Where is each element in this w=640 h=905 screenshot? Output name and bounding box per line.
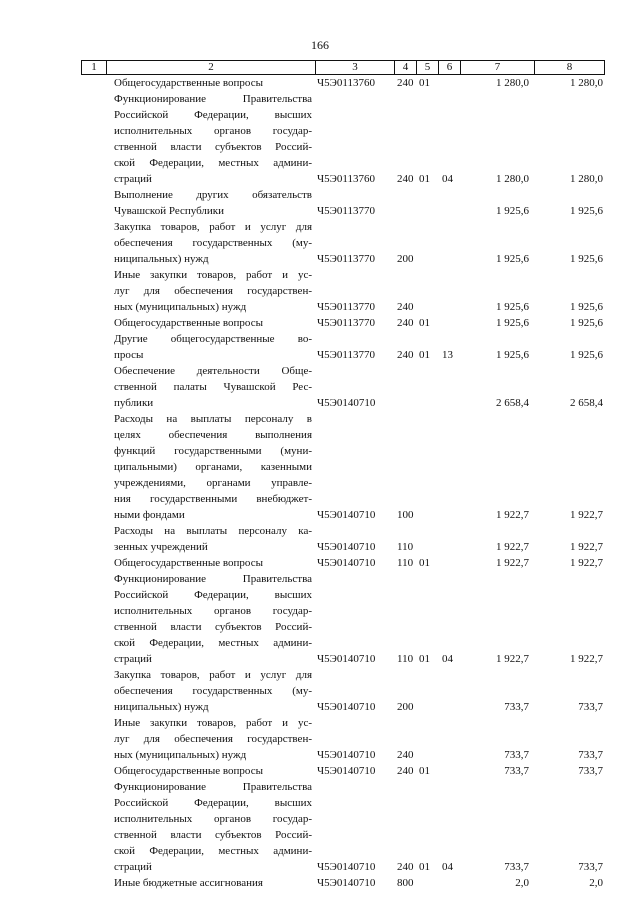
row-name [114, 571, 312, 667]
row-expense-type: 110 [397, 541, 414, 553]
row-subsection: 04 [442, 653, 453, 665]
row-name [114, 219, 312, 267]
row-name [114, 411, 312, 523]
row-name [114, 315, 312, 331]
row-code: Ч5Э0140710 [317, 765, 376, 777]
row-name-line: Расходы на выплаты персоналу в [114, 413, 312, 425]
row-expense-type: 240 [397, 749, 414, 761]
row-value-8: 1 922,7 [570, 509, 603, 521]
row-name-line: ственной власти субъектов Россий- [114, 829, 312, 841]
row-code: Ч5Э0113770 [317, 253, 376, 265]
row-name-line: Расходы на выплаты персоналу ка- [114, 525, 312, 537]
row-name-line: Российской Федерации, высших [114, 109, 312, 121]
row-name-line: обеспечения государственных (му- [114, 237, 312, 249]
row-code: Ч5Э0113760 [317, 77, 376, 89]
row-name-line: просы [114, 349, 144, 361]
row-name [114, 331, 312, 363]
row-code: Ч5Э0140710 [317, 397, 376, 409]
row-name-line: Функционирование Правительства [114, 93, 312, 105]
row-name-line: зенных учреждений [114, 541, 208, 553]
row-name-line: Функционирование Правительства [114, 573, 312, 585]
row-expense-type: 240 [397, 301, 414, 313]
row-name-line: ных (муниципальных) нужд [114, 749, 247, 761]
row-value-8: 1 922,7 [570, 541, 603, 553]
column-header-3: 3 [315, 61, 394, 74]
row-name-line: учреждениями, органами управле- [114, 477, 312, 489]
row-name [114, 75, 312, 91]
row-section: 01 [419, 317, 430, 329]
row-name-line: целях обеспечения выполнения [114, 429, 312, 441]
row-expense-type: 240 [397, 765, 414, 777]
row-name [114, 187, 312, 219]
row-value-8: 1 925,6 [570, 317, 603, 329]
row-value-7: 1 925,6 [496, 317, 529, 329]
row-expense-type: 200 [397, 253, 414, 265]
row-name [114, 667, 312, 715]
row-value-7: 733,7 [504, 701, 529, 713]
row-value-8: 1 925,6 [570, 205, 603, 217]
row-value-8: 733,7 [578, 861, 603, 873]
row-code: Ч5Э0113760 [317, 173, 376, 185]
row-name-line: Закупка товаров, работ и услуг для [114, 669, 312, 681]
row-code: Ч5Э0140710 [317, 541, 376, 553]
row-name-line: исполнительных органов государ- [114, 125, 312, 137]
row-value-8: 1 925,6 [570, 301, 603, 313]
row-name [114, 779, 312, 875]
row-name-line: страций [114, 653, 152, 665]
table-header [81, 60, 605, 75]
row-value-7: 733,7 [504, 861, 529, 873]
row-name [114, 91, 312, 187]
row-expense-type: 240 [397, 349, 414, 361]
row-name-line: страций [114, 173, 152, 185]
row-value-7: 1 922,7 [496, 509, 529, 521]
column-header-6: 6 [438, 61, 460, 74]
row-name-line: Иные бюджетные ассигнования [114, 877, 263, 889]
row-name-line: луг для обеспечения государствен- [114, 733, 312, 745]
row-subsection: 13 [442, 349, 453, 361]
row-name [114, 363, 312, 411]
row-code: Ч5Э0140710 [317, 701, 376, 713]
row-value-7: 2 658,4 [496, 397, 529, 409]
row-value-7: 1 922,7 [496, 541, 529, 553]
row-name-line: Функционирование Правительства [114, 781, 312, 793]
row-section: 01 [419, 77, 430, 89]
row-expense-type: 240 [397, 317, 414, 329]
row-code: Ч5Э0113770 [317, 205, 376, 217]
row-name-line: публики [114, 397, 154, 409]
row-value-8: 733,7 [578, 765, 603, 777]
row-section: 01 [419, 653, 430, 665]
row-name-line: ных (муниципальных) нужд [114, 301, 247, 313]
row-name [114, 523, 312, 555]
row-value-7: 1 280,0 [496, 77, 529, 89]
row-name-line: Иные закупки товаров, работ и ус- [114, 269, 312, 281]
row-value-8: 2 658,4 [570, 397, 603, 409]
row-name-line: Другие общегосударственные во- [114, 333, 312, 345]
row-name [114, 267, 312, 315]
row-name-line: функций государственными (муни- [114, 445, 312, 457]
row-expense-type: 110 [397, 653, 414, 665]
row-value-7: 1 922,7 [496, 557, 529, 569]
row-name-line: ными фондами [114, 509, 185, 521]
row-name-line: ской Федерации, местных админи- [114, 637, 312, 649]
row-value-7: 733,7 [504, 749, 529, 761]
column-header-7: 7 [460, 61, 534, 74]
row-value-7: 1 922,7 [496, 653, 529, 665]
row-expense-type: 800 [397, 877, 414, 889]
row-code: Ч5Э0140710 [317, 557, 376, 569]
row-name-line: ской Федерации, местных админи- [114, 157, 312, 169]
row-section: 01 [419, 861, 430, 873]
row-value-8: 733,7 [578, 749, 603, 761]
row-section: 01 [419, 765, 430, 777]
row-name-line: обеспечения государственных (му- [114, 685, 312, 697]
row-name-line: ния государственными внебюджет- [114, 493, 312, 505]
row-name [114, 763, 312, 779]
row-value-7: 1 925,6 [496, 205, 529, 217]
row-value-7: 1 280,0 [496, 173, 529, 185]
row-code: Ч5Э0140710 [317, 861, 376, 873]
row-name-line: ской Федерации, местных админи- [114, 845, 312, 857]
page-number: 166 [311, 38, 329, 52]
row-expense-type: 200 [397, 701, 414, 713]
row-code: Ч5Э0140710 [317, 653, 376, 665]
row-value-8: 733,7 [578, 701, 603, 713]
row-code: Ч5Э0140710 [317, 877, 376, 889]
row-name-line: Обеспечение деятельности Обще- [114, 365, 312, 377]
column-header-2: 2 [106, 61, 315, 74]
row-code: Ч5Э0113770 [317, 349, 376, 361]
column-header-8: 8 [534, 61, 604, 74]
row-value-8: 1 922,7 [570, 653, 603, 665]
row-expense-type: 110 [397, 557, 414, 569]
row-value-7: 1 925,6 [496, 301, 529, 313]
row-section: 01 [419, 557, 430, 569]
row-code: Ч5Э0140710 [317, 749, 376, 761]
column-header-5: 5 [416, 61, 438, 74]
row-name-line: исполнительных органов государ- [114, 605, 312, 617]
row-name-line: Общегосударственные вопросы [114, 317, 263, 329]
row-name-line: луг для обеспечения государствен- [114, 285, 312, 297]
row-code: Ч5Э0113770 [317, 317, 376, 329]
row-value-7: 2,0 [515, 877, 529, 889]
row-name-line: ственной власти субъектов Россий- [114, 141, 312, 153]
row-value-8: 1 925,6 [570, 253, 603, 265]
row-name-line: Выполнение других обязательств [114, 189, 312, 201]
row-name-line: ственной власти субъектов Россий- [114, 621, 312, 633]
row-name-line: Закупка товаров, работ и услуг для [114, 221, 312, 233]
row-name-line: исполнительных органов государ- [114, 813, 312, 825]
row-name-line: Общегосударственные вопросы [114, 557, 263, 569]
row-section: 01 [419, 349, 430, 361]
row-expense-type: 240 [397, 173, 414, 185]
row-expense-type: 100 [397, 509, 414, 521]
row-name [114, 875, 312, 891]
row-value-7: 733,7 [504, 765, 529, 777]
row-name-line: Российской Федерации, высших [114, 589, 312, 601]
column-header-1: 1 [91, 61, 97, 73]
row-name-line: страций [114, 861, 152, 873]
row-section: 01 [419, 173, 430, 185]
row-name-line: Общегосударственные вопросы [114, 765, 263, 777]
row-name [114, 555, 312, 571]
row-subsection: 04 [442, 861, 453, 873]
row-name-line: ципальными) органами, казенными [114, 461, 312, 473]
row-code: Ч5Э0140710 [317, 509, 376, 521]
row-value-8: 1 922,7 [570, 557, 603, 569]
row-value-7: 1 925,6 [496, 349, 529, 361]
row-name [114, 715, 312, 763]
row-name-line: ниципальных) нужд [114, 701, 209, 713]
row-expense-type: 240 [397, 77, 414, 89]
row-expense-type: 240 [397, 861, 414, 873]
row-name-line: Чувашской Республики [114, 205, 225, 217]
row-name-line: Иные закупки товаров, работ и ус- [114, 717, 312, 729]
row-name-line: ниципальных) нужд [114, 253, 209, 265]
row-name-line: Российской Федерации, высших [114, 797, 312, 809]
row-value-8: 2,0 [589, 877, 603, 889]
row-code: Ч5Э0113770 [317, 301, 376, 313]
row-value-8: 1 925,6 [570, 349, 603, 361]
row-name-line: ственной палаты Чувашской Рес- [114, 381, 312, 393]
row-value-7: 1 925,6 [496, 253, 529, 265]
row-value-8: 1 280,0 [570, 173, 603, 185]
row-name-line: Общегосударственные вопросы [114, 77, 263, 89]
row-value-8: 1 280,0 [570, 77, 603, 89]
row-subsection: 04 [442, 173, 453, 185]
column-header-4: 4 [394, 61, 416, 74]
